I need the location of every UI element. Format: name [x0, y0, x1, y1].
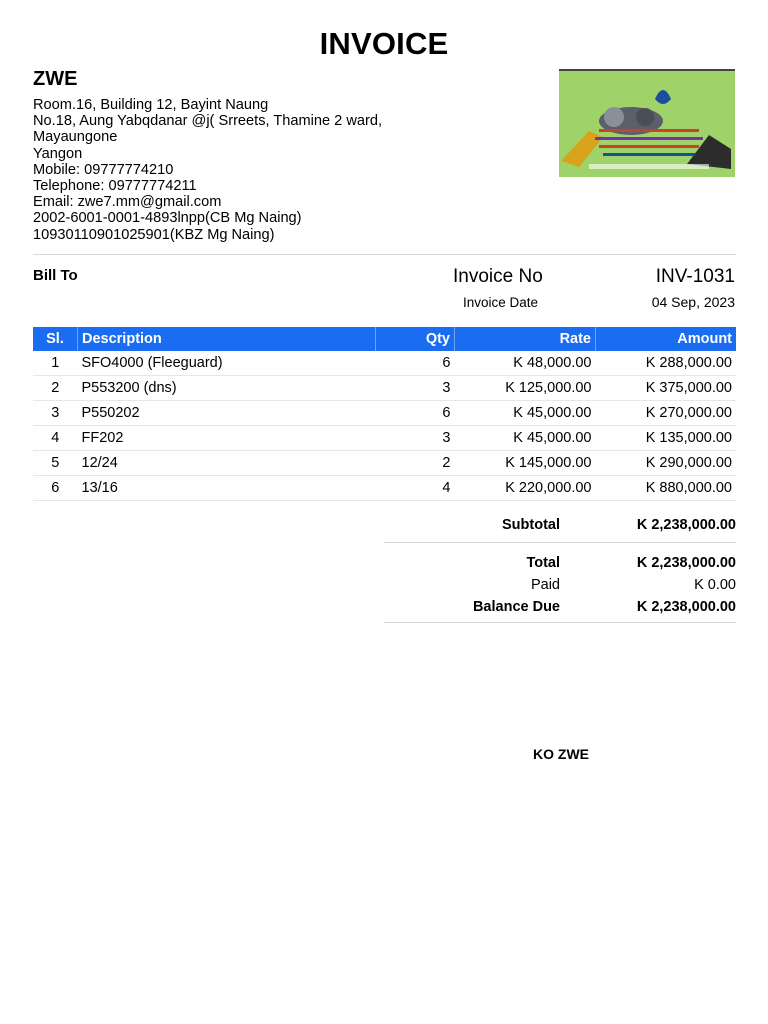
company-name: ZWE [33, 68, 78, 90]
totals-block [384, 555, 736, 621]
cell-description: 13/16 [78, 476, 376, 501]
cell-description: 12/24 [78, 451, 376, 476]
cell-description: P550202 [78, 401, 376, 426]
col-header-amount: Amount [596, 327, 737, 351]
cell-amount: K 288,000.00 [596, 351, 737, 376]
bank-account-line: 2002-6001-0001-4893lnpp(CB Mg Naing) [33, 210, 302, 227]
cell-qty: 6 [376, 401, 455, 426]
cell-rate: K 45,000.00 [455, 426, 596, 451]
col-header-qty: Qty [376, 327, 455, 351]
table-row [33, 426, 736, 451]
cell-qty: 3 [376, 426, 455, 451]
table-row [33, 451, 736, 476]
subtotal-block [384, 517, 736, 539]
cell-qty: 3 [376, 376, 455, 401]
paid-value: K 0.00 [694, 577, 736, 593]
table-header-row [33, 327, 736, 351]
cell-rate: K 220,000.00 [455, 476, 596, 501]
table-row [33, 351, 736, 376]
totals-divider [384, 622, 736, 623]
company-logo-image [559, 69, 735, 177]
cell-sl: 5 [33, 451, 78, 476]
invoice-title: INVOICE [319, 26, 449, 61]
cell-qty: 6 [376, 351, 455, 376]
table-row [33, 401, 736, 426]
cell-rate: K 125,000.00 [455, 376, 596, 401]
address-line: Mayaungone [33, 129, 118, 146]
cell-sl: 1 [33, 351, 78, 376]
bill-to-label: Bill To [33, 267, 78, 284]
cell-description: SFO4000 (Fleeguard) [78, 351, 376, 376]
balance-due-row [384, 599, 736, 621]
cell-sl: 6 [33, 476, 78, 501]
address-line: Yangon [33, 145, 83, 162]
cell-rate: K 45,000.00 [455, 401, 596, 426]
cell-sl: 3 [33, 401, 78, 426]
paid-label: Paid [530, 577, 560, 593]
subtotal-divider [384, 542, 736, 543]
table-row [33, 376, 736, 401]
cell-amount: K 290,000.00 [596, 451, 737, 476]
line-items-table [33, 327, 736, 501]
signature-name: KO ZWE [533, 746, 589, 762]
total-label: Total [526, 555, 560, 571]
subtotal-value: K 2,238,000.00 [636, 517, 736, 533]
invoice-no-label: Invoice No [453, 266, 543, 287]
total-value: K 2,238,000.00 [636, 555, 736, 571]
cell-sl: 4 [33, 426, 78, 451]
cell-amount: K 375,000.00 [596, 376, 737, 401]
col-header-description: Description [78, 327, 376, 351]
invoice-no-value: INV-1031 [655, 266, 735, 287]
invoice-date-label: Invoice Date [463, 295, 539, 310]
invoice-date-value: 04 Sep, 2023 [651, 294, 735, 310]
cell-description: FF202 [78, 426, 376, 451]
cell-qty: 4 [376, 476, 455, 501]
balance-due-label: Balance Due [472, 599, 560, 615]
cell-amount: K 880,000.00 [596, 476, 737, 501]
table-row [33, 476, 736, 501]
subtotal-row [384, 517, 736, 539]
cell-rate: K 145,000.00 [455, 451, 596, 476]
paid-row [384, 577, 736, 599]
email-line: Email: zwe7.mm@gmail.com [33, 194, 222, 211]
cell-amount: K 135,000.00 [596, 426, 737, 451]
cell-description: P553200 (dns) [78, 376, 376, 401]
address-line: Room.16, Building 12, Bayint Naung [33, 97, 269, 113]
mobile-line: Mobile: 09777774210 [33, 161, 174, 178]
cell-sl: 2 [33, 376, 78, 401]
col-header-sl: Sl. [33, 327, 78, 351]
col-header-rate: Rate [455, 327, 596, 351]
address-line: No.18, Aung Yabqdanar @j( Srreets, Thamine 2 ward, [33, 113, 383, 130]
balance-due-value: K 2,238,000.00 [636, 599, 736, 615]
subtotal-label: Subtotal [502, 517, 560, 533]
bank-account-line: 10930110901025901(KBZ Mg Naing) [33, 226, 275, 243]
cell-rate: K 48,000.00 [455, 351, 596, 376]
company-address [33, 97, 382, 243]
cell-amount: K 270,000.00 [596, 401, 737, 426]
total-row [384, 555, 736, 577]
telephone-line: Telephone: 09777774211 [33, 178, 197, 195]
header-divider [33, 254, 736, 255]
cell-qty: 2 [376, 451, 455, 476]
